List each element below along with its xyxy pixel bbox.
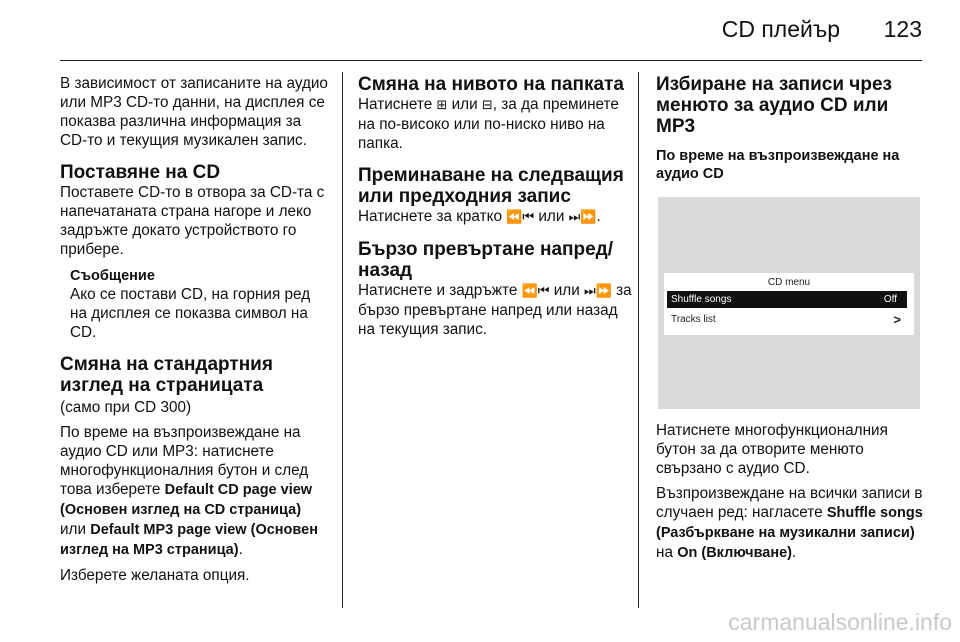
column-right [656, 74, 926, 569]
previous-track-icon: ⏪⏮ [506, 210, 535, 225]
fast-forward-heading: Бързо превъртане напред/назад [358, 239, 614, 281]
insert-cd-text: Поставете CD-то в отвора за CD-та с напечатаната страна нагоре и леко задръжте докато устройството го прибере. [60, 184, 325, 258]
default-view-choose: Изберете желаната опция. [60, 567, 250, 584]
column-left [60, 74, 330, 591]
next-track-icon: ⏭⏩ [568, 210, 597, 225]
open-menu-text: Натиснете многофункционалния бутон за да отворите менюто свързано с аудио CD. [656, 422, 888, 477]
default-view-sub: (само при CD 300) [60, 399, 192, 416]
menu-row-tracks-list[interactable] [667, 311, 907, 328]
cd-menu-screenshot [658, 197, 920, 409]
cd-menu-title: CD menu [767, 277, 811, 288]
shuffle-songs-label: Shuffle songs [671, 294, 732, 305]
folder-level-text: Натиснете ⊞ или ⊟, за да преминете на по-високо или по-ниско ниво на папка. [358, 96, 619, 152]
menu-row-shuffle-songs[interactable] [667, 291, 907, 308]
menu-selection-subheading: По време на възпроизвеждане на аудио CD [656, 148, 900, 182]
shuffle-songs-value: Off [883, 294, 897, 305]
column-divider [342, 72, 343, 608]
note-block [70, 267, 330, 342]
page-header [60, 14, 922, 61]
watermark: carmanualsonline.info [728, 609, 952, 635]
shuffle-text: Възпроизвеждане на всички записи в случаен ред: нагласете Shuffle songs (Разбъркване на музикални записи) на On (Включване). [656, 485, 923, 561]
folder-up-icon: ⊞ [436, 98, 448, 113]
chevron-right-icon: > [893, 312, 901, 327]
tracks-list-label: Tracks list [671, 314, 716, 325]
folder-down-icon: ⊟ [481, 98, 493, 113]
cd-menu-panel [664, 273, 914, 335]
track-skip-text: Натиснете за кратко ⏪⏮ или ⏭⏩. [358, 208, 601, 225]
column-middle [358, 74, 634, 345]
rewind-icon: ⏪⏮ [521, 284, 550, 299]
default-view-text: По време на възпроизвеждане на аудио CD или MP3: натиснете многофункционалния бутон и след това изберете Default CD page view (Основен изглед на CD страница) или Default MP3 page view (Основен изглед на MP3 страница). [60, 424, 318, 558]
fast-forward-text: Натиснете и задръжте ⏪⏮ или ⏭⏩ за бързо превъртане напред или назад на текущия запис. [358, 282, 632, 338]
intro-paragraph: В зависимост от записаните на аудио или MP3 CD-то данни, на дисплея се показва различна информация за CD-то и текущия музикален запис. [60, 75, 328, 149]
page-title: CD плейър [721, 16, 840, 42]
note-text: Ако се постави CD, на горния ред на дисплея се показва символ на CD. [70, 286, 311, 341]
note-title: Съобщение [70, 268, 155, 284]
page-number: 123 [883, 16, 922, 42]
column-divider [638, 72, 639, 608]
folder-level-heading: Смяна на нивото на папката [358, 74, 624, 95]
fast-forward-icon: ⏭⏩ [584, 284, 612, 299]
default-view-heading: Смяна на стандартния изглед на страницата [60, 354, 273, 396]
track-skip-heading: Преминаване на следващия или предходния запис [358, 165, 624, 207]
insert-cd-heading: Поставяне на CD [60, 162, 221, 183]
menu-selection-heading: Избиране на записи чрез менюто за аудио CD или MP3 [656, 74, 892, 137]
